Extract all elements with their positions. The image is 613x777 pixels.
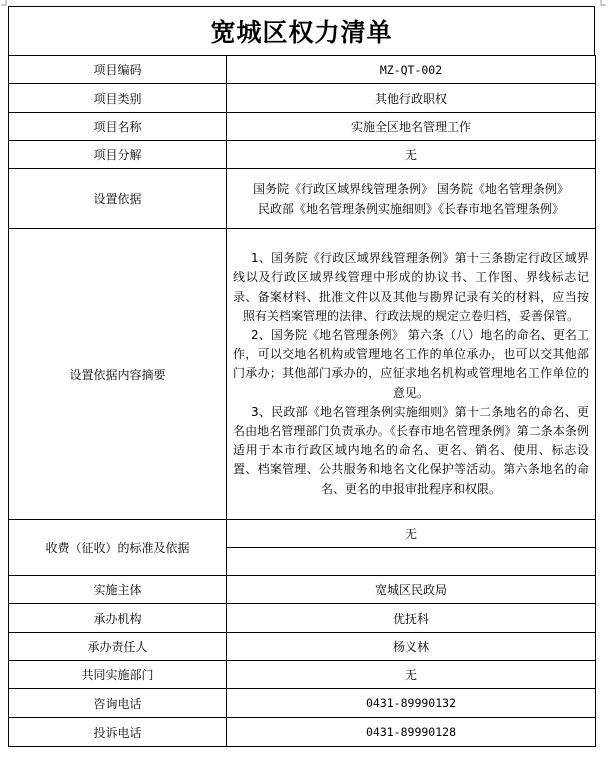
row-value xyxy=(227,229,596,520)
row-value: 实施全区地名管理工作 xyxy=(227,113,596,141)
row-value: 宽城区民政局 xyxy=(227,576,596,604)
crop-mark-top-left xyxy=(1,0,7,6)
table-row xyxy=(9,633,596,661)
row-label: 项目名称 xyxy=(9,113,227,141)
row-value xyxy=(227,169,596,229)
row-value: 0431-89990128 xyxy=(227,718,596,747)
table-row xyxy=(9,84,596,113)
row-label: 承办机构 xyxy=(9,604,227,633)
basis-line: 民政部《地名管理条例实施细则》《长春市地名管理条例》 xyxy=(257,201,564,216)
row-label: 收费（征收）的标准及依据 xyxy=(9,520,227,576)
row-value: 无 xyxy=(227,141,596,169)
row-label: 设置依据 xyxy=(9,169,227,229)
row-value: 其他行政职权 xyxy=(227,84,596,113)
row-label: 设置依据内容摘要 xyxy=(9,229,227,520)
row-label: 投诉电话 xyxy=(9,718,227,747)
table-row xyxy=(9,689,596,718)
summary-paragraph: 2、国务院《地名管理条例》 第六条（八）地名的命名、更名工作，可以交地名机构或管理地名工作的单位承办，也可以交其他部门承办；其他部门承办的，应征求地名机构或管理地名工作单位的意见。 xyxy=(233,327,589,400)
crop-mark-top-right xyxy=(600,0,606,6)
row-label: 承办责任人 xyxy=(9,633,227,661)
row-value: 无 xyxy=(227,661,596,689)
row-value: MZ-QT-002 xyxy=(227,56,596,84)
row-label: 实施主体 xyxy=(9,576,227,604)
table-row xyxy=(9,576,596,604)
power-list-table xyxy=(8,55,596,747)
row-value: 优抚科 xyxy=(227,604,596,633)
page-title: 宽城区权力清单 xyxy=(8,6,595,55)
table-row xyxy=(9,56,596,84)
power-list-document xyxy=(8,6,595,747)
table-row xyxy=(9,169,596,229)
row-value: 0431-89990132 xyxy=(227,689,596,718)
summary-paragraph: 3、民政部《地名管理条例实施细则》第十二条地名的命名、更名由地名管理部门负责承办。《长春市地名管理条例》第二条本条例适用于本市行政区域内地名的命名、更名、销名、使用、标志设置、档案管理、公共服务和地名文化保护等活动。第六条地名的命名、更名的申报审批程序和权限。 xyxy=(233,404,589,496)
summary-paragraph: 1、国务院《行政区域界线管理条例》第十三条勘定行政区域界线以及行政区域界线管理中形成的协议书、工作图、界线标志记录、备案材料、批准文件以及其他与勘界记录有关的材料，应当按照有关档案管理的法律、行政法规的规定立卷归档，妥善保管。 xyxy=(233,251,589,323)
table-row xyxy=(9,141,596,169)
basis-line: 国务院《行政区域界线管理条例》 国务院《地名管理条例》 xyxy=(253,181,569,196)
table-row xyxy=(9,229,596,520)
table-row xyxy=(9,520,596,548)
table-row xyxy=(9,661,596,689)
row-label: 共同实施部门 xyxy=(9,661,227,689)
row-label: 项目编码 xyxy=(9,56,227,84)
row-label: 项目分解 xyxy=(9,141,227,169)
table-row xyxy=(9,113,596,141)
row-value: 无 xyxy=(227,520,596,548)
row-value xyxy=(227,548,596,576)
row-label: 项目类别 xyxy=(9,84,227,113)
table-row xyxy=(9,718,596,747)
table-row xyxy=(9,604,596,633)
row-label: 咨询电话 xyxy=(9,689,227,718)
row-value: 杨义林 xyxy=(227,633,596,661)
